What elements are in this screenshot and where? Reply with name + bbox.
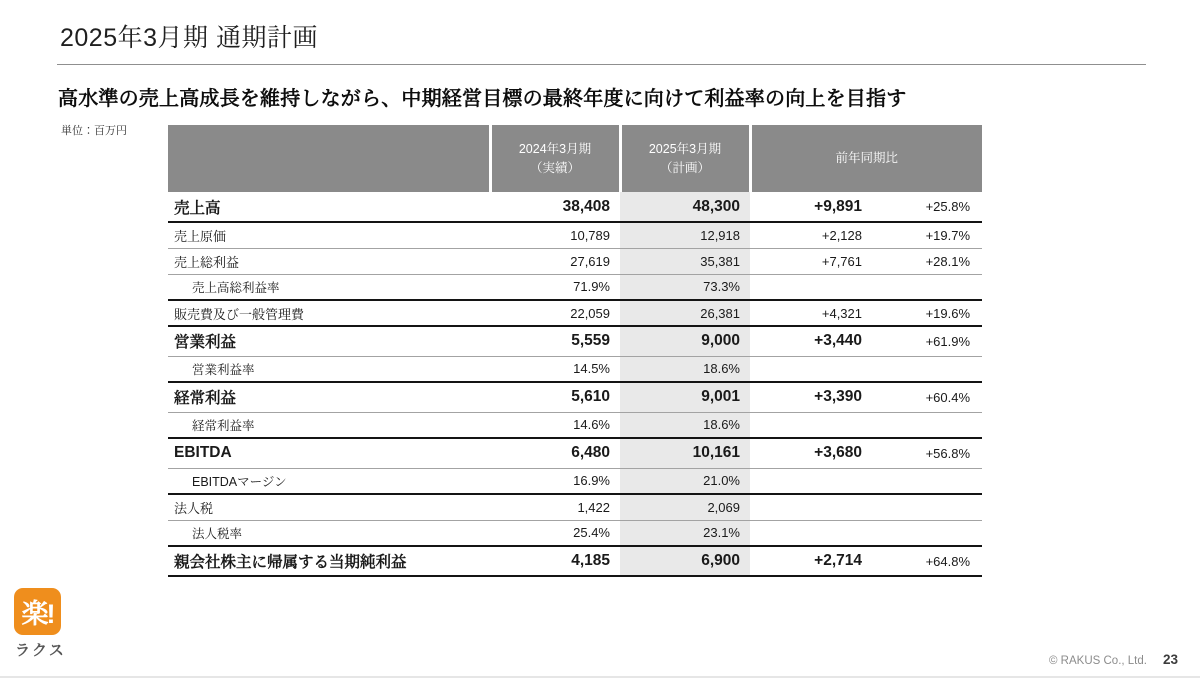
header-plan [620, 125, 750, 192]
value-actual: 71.9% [490, 274, 620, 300]
value-pct: +64.8% [872, 546, 982, 576]
row-label: EBITDAマージン [168, 468, 490, 494]
value-plan: 73.3% [620, 274, 750, 300]
header-actual [490, 125, 620, 192]
title-underline [57, 64, 1146, 65]
value-pct: +19.7% [872, 222, 982, 248]
value-diff: +2,128 [750, 222, 872, 248]
value-actual: 27,619 [490, 248, 620, 274]
value-actual: 4,185 [490, 546, 620, 576]
value-plan: 21.0% [620, 468, 750, 494]
unit-note: 単位：百万円 [61, 125, 127, 137]
table-row [168, 412, 982, 438]
row-label: 親会社株主に帰属する当期純利益 [168, 546, 490, 576]
value-actual: 14.6% [490, 412, 620, 438]
value-pct [872, 520, 982, 546]
table-row [168, 494, 982, 520]
row-label: 売上原価 [168, 222, 490, 248]
value-diff: +3,390 [750, 382, 872, 412]
header-actual-kind: （実績） [529, 160, 580, 175]
row-label: 法人税率 [168, 520, 490, 546]
value-actual: 16.9% [490, 468, 620, 494]
row-label: 売上高総利益率 [168, 274, 490, 300]
value-plan: 23.1% [620, 520, 750, 546]
value-diff [750, 494, 872, 520]
value-pct [872, 468, 982, 494]
table-row [168, 438, 982, 468]
row-label: 営業利益 [168, 326, 490, 356]
value-actual: 6,480 [490, 438, 620, 468]
row-label: 経常利益率 [168, 412, 490, 438]
row-label: 売上総利益 [168, 248, 490, 274]
value-plan: 2,069 [620, 494, 750, 520]
value-plan: 48,300 [620, 192, 750, 222]
value-pct: +28.1% [872, 248, 982, 274]
value-plan: 12,918 [620, 222, 750, 248]
financial-table [168, 125, 982, 577]
value-pct: +56.8% [872, 438, 982, 468]
value-diff [750, 412, 872, 438]
value-plan: 6,900 [620, 546, 750, 576]
value-actual: 1,422 [490, 494, 620, 520]
value-pct: +25.8% [872, 192, 982, 222]
value-pct [872, 412, 982, 438]
value-diff: +3,680 [750, 438, 872, 468]
value-plan: 9,001 [620, 382, 750, 412]
footer [1049, 652, 1178, 667]
value-actual: 22,059 [490, 300, 620, 326]
row-label: 売上高 [168, 192, 490, 222]
table-row [168, 326, 982, 356]
value-actual: 25.4% [490, 520, 620, 546]
page-title: 2025年3月期 通期計画 [60, 24, 318, 52]
header-blank [168, 125, 490, 192]
header-yoy: 前年同期比 [750, 125, 982, 192]
value-plan: 18.6% [620, 356, 750, 382]
table-row [168, 382, 982, 412]
row-label: EBITDA [168, 438, 490, 468]
value-diff: +9,891 [750, 192, 872, 222]
value-actual: 10,789 [490, 222, 620, 248]
row-label: 営業利益率 [168, 356, 490, 382]
value-diff [750, 274, 872, 300]
row-label: 販売費及び一般管理費 [168, 300, 490, 326]
rakus-logo [14, 588, 84, 660]
value-diff: +3,440 [750, 326, 872, 356]
value-actual: 5,559 [490, 326, 620, 356]
value-actual: 38,408 [490, 192, 620, 222]
header-plan-kind: （計画） [659, 160, 710, 175]
row-label: 経常利益 [168, 382, 490, 412]
value-pct: +61.9% [872, 326, 982, 356]
value-diff: +4,321 [750, 300, 872, 326]
copyright: © RAKUS Co., Ltd. [1049, 655, 1147, 667]
rakus-logo-mark-icon: 楽! [14, 588, 61, 635]
value-pct [872, 274, 982, 300]
page-number: 23 [1162, 652, 1178, 667]
value-diff [750, 356, 872, 382]
subtitle: 高水準の売上高成長を維持しながら、中期経営目標の最終年度に向けて利益率の向上を目指す [58, 88, 907, 110]
header-plan-period: 2025年3月期 [648, 141, 722, 156]
table-header-row [168, 125, 982, 192]
rakus-logo-text: ラクス [15, 642, 66, 659]
table-row [168, 274, 982, 300]
value-plan: 35,381 [620, 248, 750, 274]
row-label: 法人税 [168, 494, 490, 520]
value-plan: 26,381 [620, 300, 750, 326]
value-plan: 18.6% [620, 412, 750, 438]
table-row [168, 546, 982, 576]
table-row [168, 468, 982, 494]
table-row [168, 248, 982, 274]
header-actual-period: 2024年3月期 [518, 141, 592, 156]
table-row [168, 222, 982, 248]
value-actual: 5,610 [490, 382, 620, 412]
value-diff [750, 520, 872, 546]
table-row [168, 520, 982, 546]
value-pct: +60.4% [872, 382, 982, 412]
value-pct [872, 356, 982, 382]
table-row [168, 192, 982, 222]
value-pct [872, 494, 982, 520]
value-plan: 9,000 [620, 326, 750, 356]
value-plan: 10,161 [620, 438, 750, 468]
table-row [168, 300, 982, 326]
value-diff: +2,714 [750, 546, 872, 576]
table-body [168, 192, 982, 576]
value-pct: +19.6% [872, 300, 982, 326]
value-diff [750, 468, 872, 494]
value-actual: 14.5% [490, 356, 620, 382]
table-row [168, 356, 982, 382]
value-diff: +7,761 [750, 248, 872, 274]
